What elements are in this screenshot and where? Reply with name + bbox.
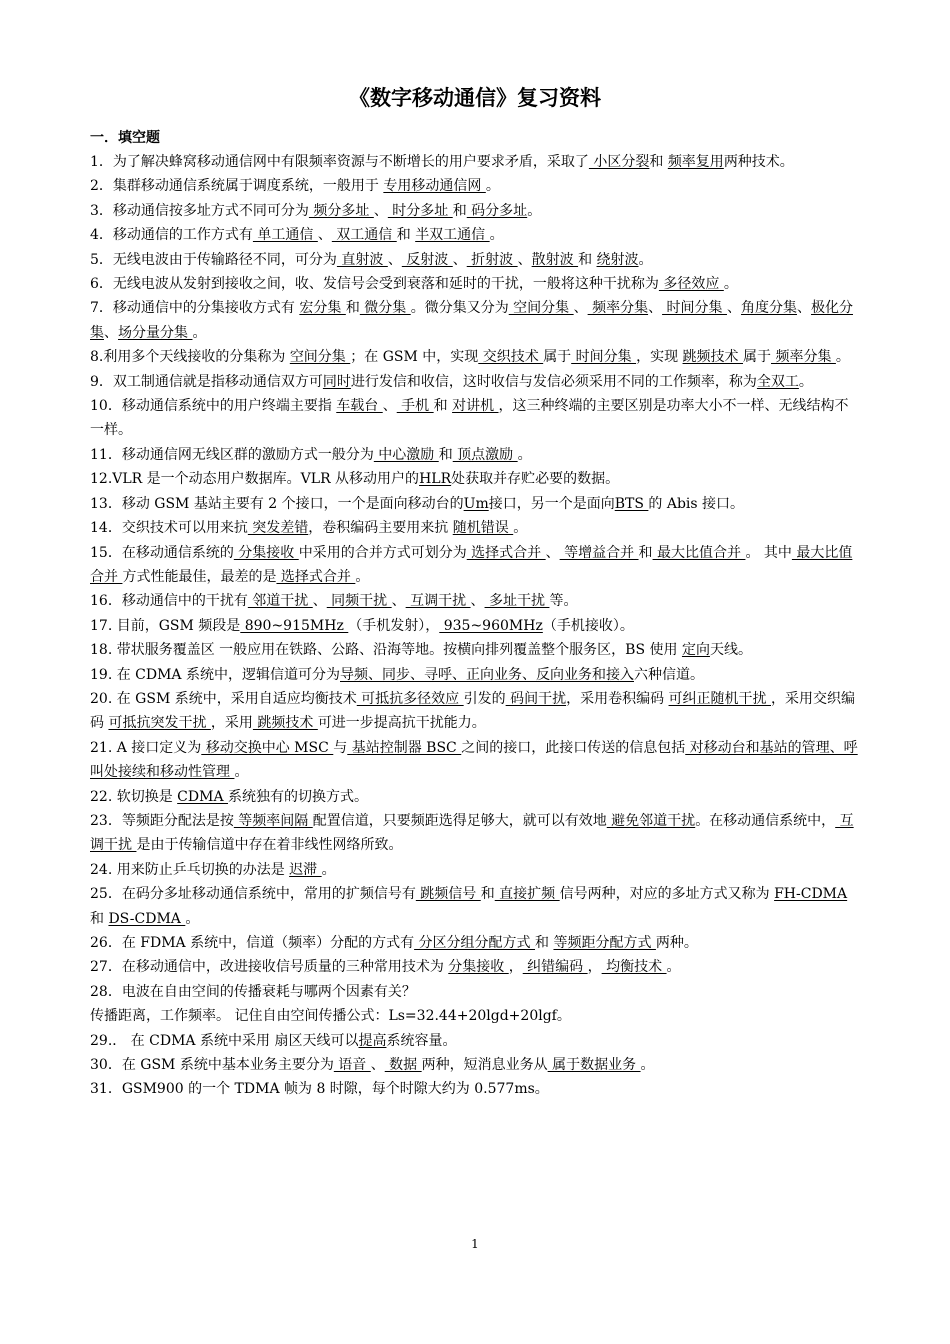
- question-item: [90, 1004, 862, 1028]
- question-text: 1．为了解决蜂窝移动通信网中有限频率资源与不断增长的用户要求矛盾，采取了: [90, 154, 589, 170]
- question-item: [90, 614, 862, 638]
- answer-blank: 多径效应: [658, 276, 724, 293]
- question-text: 引发的: [463, 690, 506, 707]
- question-item: [90, 1029, 862, 1053]
- question-text: 、: [517, 251, 532, 268]
- question-text: ；在 GSM 中，实现: [350, 349, 479, 366]
- question-text: 7．移动通信中的分集接收方式有: [90, 300, 300, 317]
- question-text: 。 其中: [745, 544, 792, 561]
- question-text: 15．在移动通信系统的: [90, 544, 234, 561]
- question-text: 。: [185, 910, 200, 927]
- answer-blank: 935~960MHz: [439, 617, 543, 634]
- answer-blank: 多址干扰: [484, 593, 550, 610]
- question-text: 是由于传输信道中存在着非线性网络所致。: [136, 837, 403, 854]
- answer-blank: 跳频技术: [682, 349, 743, 366]
- answer-blank: 属于数据业务: [547, 1057, 641, 1074]
- question-text: 信号两种，对应的多址方式又称为: [559, 886, 775, 903]
- question-text: 。在移动通信系统中，: [695, 812, 836, 829]
- question-text: 26．在 FDMA 系统中，信道（频率）分配的方式有: [90, 935, 415, 951]
- question-item: [90, 492, 862, 516]
- answer-blank: 随机错误: [452, 520, 514, 537]
- answer-blank: FH-CDMA: [774, 886, 848, 903]
- answer-blank: 可纠正随机干扰: [668, 690, 771, 707]
- answer-blank: 互调干扰: [90, 812, 854, 854]
- question-text: 、: [387, 251, 402, 268]
- question-text: 、: [373, 202, 388, 219]
- question-text: 进行发信和收信，这时收信与发信必须采用不同的工作频率，称为: [350, 373, 757, 390]
- answer-blank: 中心激励: [373, 446, 439, 463]
- question-text: 属于: [743, 349, 771, 366]
- question-text: 。: [513, 520, 528, 537]
- question-text: 9．双工制通信就是指移动通信双方可: [90, 373, 323, 390]
- question-item: [90, 882, 862, 931]
- answer-blank: 频率分集: [587, 300, 649, 317]
- question-text: 6．无线电波从发射到接收之间，收、发信号会受到衰落和延时的干扰，一般将这种干扰称为: [90, 276, 659, 293]
- question-text: 和: [90, 910, 109, 927]
- question-text: 8.利用多个天线接收的分集称为: [90, 349, 290, 366]
- question-text: 11．移动通信网无线区群的激励方式一般分为: [90, 446, 374, 463]
- answer-blank: 语音: [333, 1057, 371, 1074]
- question-text: 。: [489, 227, 504, 244]
- question-text: 25．在码分多址移动通信系统中，常用的扩频信号有: [90, 886, 416, 903]
- question-item: [90, 736, 862, 785]
- question-text: 、: [573, 300, 588, 317]
- answer-blank: 分区分组分配方式: [414, 935, 536, 951]
- question-text: 4．移动通信的工作方式有: [90, 227, 253, 244]
- answer-blank: 折射波: [466, 251, 518, 268]
- question-text: 中采用的合并方式可划分为: [298, 544, 467, 561]
- question-item: [90, 1077, 862, 1101]
- answer-blank: 全双工: [756, 373, 799, 390]
- answer-blank: 移动交换中心 MSC: [201, 739, 334, 756]
- question-text: 和: [578, 251, 597, 268]
- question-item: [90, 150, 862, 174]
- answer-blank: 手机: [396, 398, 434, 415]
- answer-blank: 同频干扰: [326, 593, 392, 610]
- answer-blank: 均衡技术: [601, 959, 667, 976]
- question-text: 29.． 在 CDMA 系统中采用 扇区天线可以: [90, 1032, 359, 1049]
- answer-blank: 直射波: [336, 251, 388, 268]
- question-text: 。: [355, 568, 370, 585]
- question-item: [90, 223, 862, 247]
- answer-blank: 迟滞: [289, 861, 322, 878]
- page-number: 1: [471, 1237, 479, 1251]
- question-text: 六种信道。: [634, 666, 704, 683]
- question-text: 。: [638, 251, 653, 268]
- answer-blank: Um: [463, 495, 489, 512]
- answer-blank: BTS: [614, 495, 649, 512]
- section-heading: 一．填空题: [90, 130, 160, 146]
- question-text: 。: [835, 349, 850, 366]
- answer-blank: 提高: [358, 1032, 387, 1049]
- question-text: 系统容量。: [386, 1032, 457, 1049]
- answer-blank: 跳频信号: [415, 886, 481, 903]
- answer-blank: 对讲机: [452, 398, 499, 415]
- question-text: （手机接收）。: [542, 617, 634, 634]
- question-item: [90, 785, 862, 809]
- answer-blank: 专用移动通信网: [383, 178, 486, 195]
- question-text: 和: [535, 935, 554, 951]
- answer-blank: 码分多址: [466, 202, 528, 219]
- question-item: [90, 1053, 862, 1077]
- question-text: 、: [317, 227, 332, 244]
- question-text: （手机发射），: [348, 617, 440, 634]
- answer-blank: 基站控制器 BSC: [347, 739, 462, 756]
- question-text: 27．在移动通信中，改进接收信号质量的三种常用技术为: [90, 959, 449, 976]
- answer-blank: 频率复用: [667, 154, 724, 170]
- answer-blank: 分集接收: [448, 959, 509, 976]
- answer-blank: DS-CDMA: [108, 910, 186, 927]
- answer-blank: 分集接收: [233, 544, 299, 561]
- question-item: [90, 931, 862, 955]
- question-text: 等。: [549, 593, 578, 610]
- question-text: 和: [345, 300, 360, 317]
- question-text: 、: [796, 300, 811, 317]
- question-text: 。: [234, 764, 249, 781]
- answer-blank: 避免邻道干扰: [606, 812, 696, 829]
- answer-blank: 小区分裂: [588, 154, 650, 170]
- answer-blank: 互调干扰: [405, 593, 471, 610]
- question-text: 、: [382, 398, 397, 415]
- question-text: 、: [648, 300, 663, 317]
- answer-blank: 时分多址: [387, 202, 453, 219]
- question-text: 19. 在 CDMA 系统中，逻辑信道可分为: [90, 666, 340, 683]
- answer-blank: 车载台: [336, 398, 383, 415]
- answer-blank: 交织技术: [478, 349, 544, 366]
- question-text: 、: [470, 593, 485, 610]
- answer-blank: CDMA: [177, 788, 229, 805]
- question-text: 14．交织技术可以用来抗: [90, 520, 248, 537]
- answer-blank: 跳频技术: [252, 715, 318, 732]
- question-item: [90, 443, 862, 467]
- question-text: 接口，另一个是面向: [488, 495, 615, 512]
- answer-blank: 突发差错: [247, 520, 309, 537]
- answer-blank: 频分多址: [308, 202, 374, 219]
- question-text: 24. 用来防止乒乓切换的办法是: [90, 861, 290, 878]
- question-text: 和: [638, 544, 653, 561]
- question-item: [90, 296, 862, 345]
- question-text: 方式性能最佳，最差的是: [122, 568, 277, 585]
- question-text: 21. A 接口定义为: [90, 739, 202, 756]
- answer-blank: 空间分集: [508, 300, 574, 317]
- question-text: 。: [485, 178, 500, 195]
- question-item: [90, 687, 862, 736]
- question-item: [90, 516, 862, 540]
- question-text: 处获取并存贮必要的数据。: [451, 471, 620, 488]
- question-item: [90, 858, 862, 882]
- document-title: 《数字移动通信》复习资料: [349, 86, 601, 110]
- answer-blank: 频率分集: [771, 349, 836, 366]
- question-text: 12.VLR 是一个动态用户数据库。VLR 从移动用户的: [90, 471, 420, 488]
- answer-blank: 最大比值合并: [652, 544, 746, 561]
- answer-blank: 邻道干扰: [247, 593, 313, 610]
- question-text: ，采用交织编码: [90, 690, 855, 732]
- question-text: 18. 带状服务覆盖区 一般应用在铁路、公路、沿海等地。按横向排列覆盖整个服务区，BS 使用: [90, 642, 682, 659]
- question-item: [90, 955, 862, 979]
- answer-blank: 同时: [322, 373, 351, 390]
- question-item: [90, 980, 862, 1004]
- answer-blank: 数据: [384, 1057, 422, 1074]
- question-list: [90, 150, 862, 1102]
- question-text: 31．GSM900 的一个 TDMA 帧为 8 时隙，每个时隙大约为 0.577ms。: [90, 1081, 549, 1098]
- question-text: 5．无线电波由于传输路径不同，可分为: [90, 251, 337, 268]
- question-text: 、: [370, 1057, 385, 1074]
- question-text: 、: [104, 324, 118, 341]
- answer-blank: 时间分集: [571, 349, 637, 366]
- question-text: ，: [508, 959, 523, 976]
- answer-blank: 反射波: [401, 251, 453, 268]
- question-text: 10．移动通信系统中的用户终端主要指: [90, 398, 337, 415]
- answer-blank: 直接扩频: [494, 886, 560, 903]
- question-text: 和: [480, 886, 495, 903]
- question-text: ，卷积编码主要用来抗: [308, 520, 453, 537]
- question-text: 两种。: [655, 935, 698, 951]
- question-text: 和: [396, 227, 416, 244]
- answer-blank: 顶点激励: [452, 446, 518, 463]
- question-text: 、: [391, 593, 406, 610]
- question-item: [90, 589, 862, 613]
- question-text: 23．等频距分配法是按: [90, 812, 234, 829]
- answer-blank: 散射波: [531, 251, 579, 268]
- question-text: 。: [321, 861, 336, 878]
- answer-blank: 角度分集: [740, 300, 797, 317]
- question-text: 。: [192, 324, 207, 341]
- answer-blank: 纠错编码: [522, 959, 588, 976]
- answer-blank: 导频、同步、寻呼、正向业务、反向业务和接入: [340, 666, 634, 683]
- question-text: 20. 在 GSM 系统中，采用自适应均衡技术: [90, 690, 357, 707]
- answer-blank: 选择式合并: [276, 568, 356, 585]
- answer-blank: 码间干扰: [505, 690, 567, 707]
- question-text: 、: [726, 300, 741, 317]
- answer-blank: 等频距分配方式: [553, 935, 656, 951]
- question-item: [90, 638, 862, 662]
- question-text: 。: [640, 1057, 655, 1074]
- answer-blank: 最大比值合并: [90, 544, 853, 585]
- answer-blank: 场分量分集: [118, 324, 193, 341]
- answer-blank: 空间分集: [289, 349, 351, 366]
- answer-blank: 微分集: [359, 300, 411, 317]
- answer-blank: 绕射波: [596, 251, 639, 268]
- question-text: ，: [587, 959, 602, 976]
- question-item: [90, 370, 862, 394]
- question-item: [90, 272, 862, 296]
- question-text: 、: [312, 593, 327, 610]
- answer-blank: 定向: [681, 642, 710, 659]
- answer-blank: 对移动台和基站的管理、呼叫处接续和移动性管理: [90, 739, 858, 781]
- question-item: [90, 174, 862, 198]
- question-item: [90, 467, 862, 491]
- question-item: [90, 199, 862, 223]
- answer-blank: 可抵抗突发干扰: [108, 715, 211, 732]
- question-text: ，采用: [210, 715, 253, 732]
- question-item: [90, 345, 862, 369]
- answer-blank: 890~915MHz: [240, 617, 349, 634]
- question-text: 两种，短消息业务从: [421, 1057, 548, 1074]
- question-text: 17. 目前，GSM 频段是: [90, 617, 241, 634]
- answer-blank: 宏分集: [299, 300, 346, 317]
- question-text: 。: [517, 446, 532, 463]
- question-text: 30．在 GSM 系统中基本业务主要分为: [90, 1057, 334, 1074]
- answer-blank: 极化分集: [90, 300, 853, 341]
- question-text: 和: [438, 446, 453, 463]
- question-text: 可进一步提高抗干扰能力。: [317, 715, 486, 732]
- question-text: 。微分集又分为: [410, 300, 509, 317]
- question-text: 系统独有的切换方式。: [228, 788, 369, 805]
- question-text: 传播距离，工作频率。 记住自由空间传播公式：Ls=32.44+20lgd+20lgf。: [90, 1008, 571, 1025]
- question-item: [90, 394, 862, 443]
- answer-blank: 双工通信: [331, 227, 397, 244]
- question-text: 之间的接口，此接口传送的信息包括: [461, 739, 686, 756]
- question-text: 天线。: [709, 642, 752, 659]
- answer-blank: 时间分集: [662, 300, 727, 317]
- question-text: 13．移动 GSM 基站主要有 2 个接口，一个是面向移动台的: [90, 495, 464, 512]
- question-item: [90, 809, 862, 858]
- question-item: [90, 663, 862, 687]
- question-text: 16．移动通信中的干扰有: [90, 593, 248, 610]
- question-text: 与: [333, 739, 348, 756]
- question-text: 、: [452, 251, 467, 268]
- question-text: 配置信道，只要频距选得足够大，就可以有效地: [312, 812, 607, 829]
- answer-blank: 选择式合并: [466, 544, 546, 561]
- answer-blank: 等增益合并: [559, 544, 639, 561]
- question-text: 。: [666, 959, 681, 976]
- question-text: 。: [527, 202, 542, 219]
- question-item: [90, 541, 862, 590]
- question-text: 属于: [543, 349, 572, 366]
- question-text: ，这三种终端的主要区别是功率大小不一样、无线结构不一样。: [90, 398, 849, 439]
- answer-blank: 可抵抗多径效应: [356, 690, 464, 707]
- answer-blank: 半双工通信: [415, 227, 490, 244]
- question-text: 3．移动通信按多址方式不同可分为: [90, 202, 309, 219]
- question-text: 、: [545, 544, 560, 561]
- question-text: ，采用卷积编码: [566, 690, 669, 707]
- question-text: 的 Abis 接口。: [648, 495, 745, 512]
- answer-blank: HLR: [419, 471, 452, 488]
- question-text: 2．集群移动通信系统属于调度系统，一般用于: [90, 178, 384, 195]
- question-text: 28．电波在自由空间的传播衰耗与哪两个因素有关？: [90, 983, 416, 1000]
- question-text: 和: [433, 398, 453, 415]
- question-text: 两种技术。: [723, 154, 794, 170]
- answer-blank: 等频率间隔: [233, 812, 313, 829]
- question-text: ，实现: [636, 349, 683, 366]
- question-text: 。: [798, 373, 813, 390]
- question-text: 和: [649, 154, 668, 170]
- question-text: 22. 软切换是: [90, 788, 178, 805]
- question-text: 。: [723, 276, 738, 293]
- question-text: 和: [452, 202, 467, 219]
- answer-blank: 单工通信: [252, 227, 318, 244]
- question-item: [90, 248, 862, 272]
